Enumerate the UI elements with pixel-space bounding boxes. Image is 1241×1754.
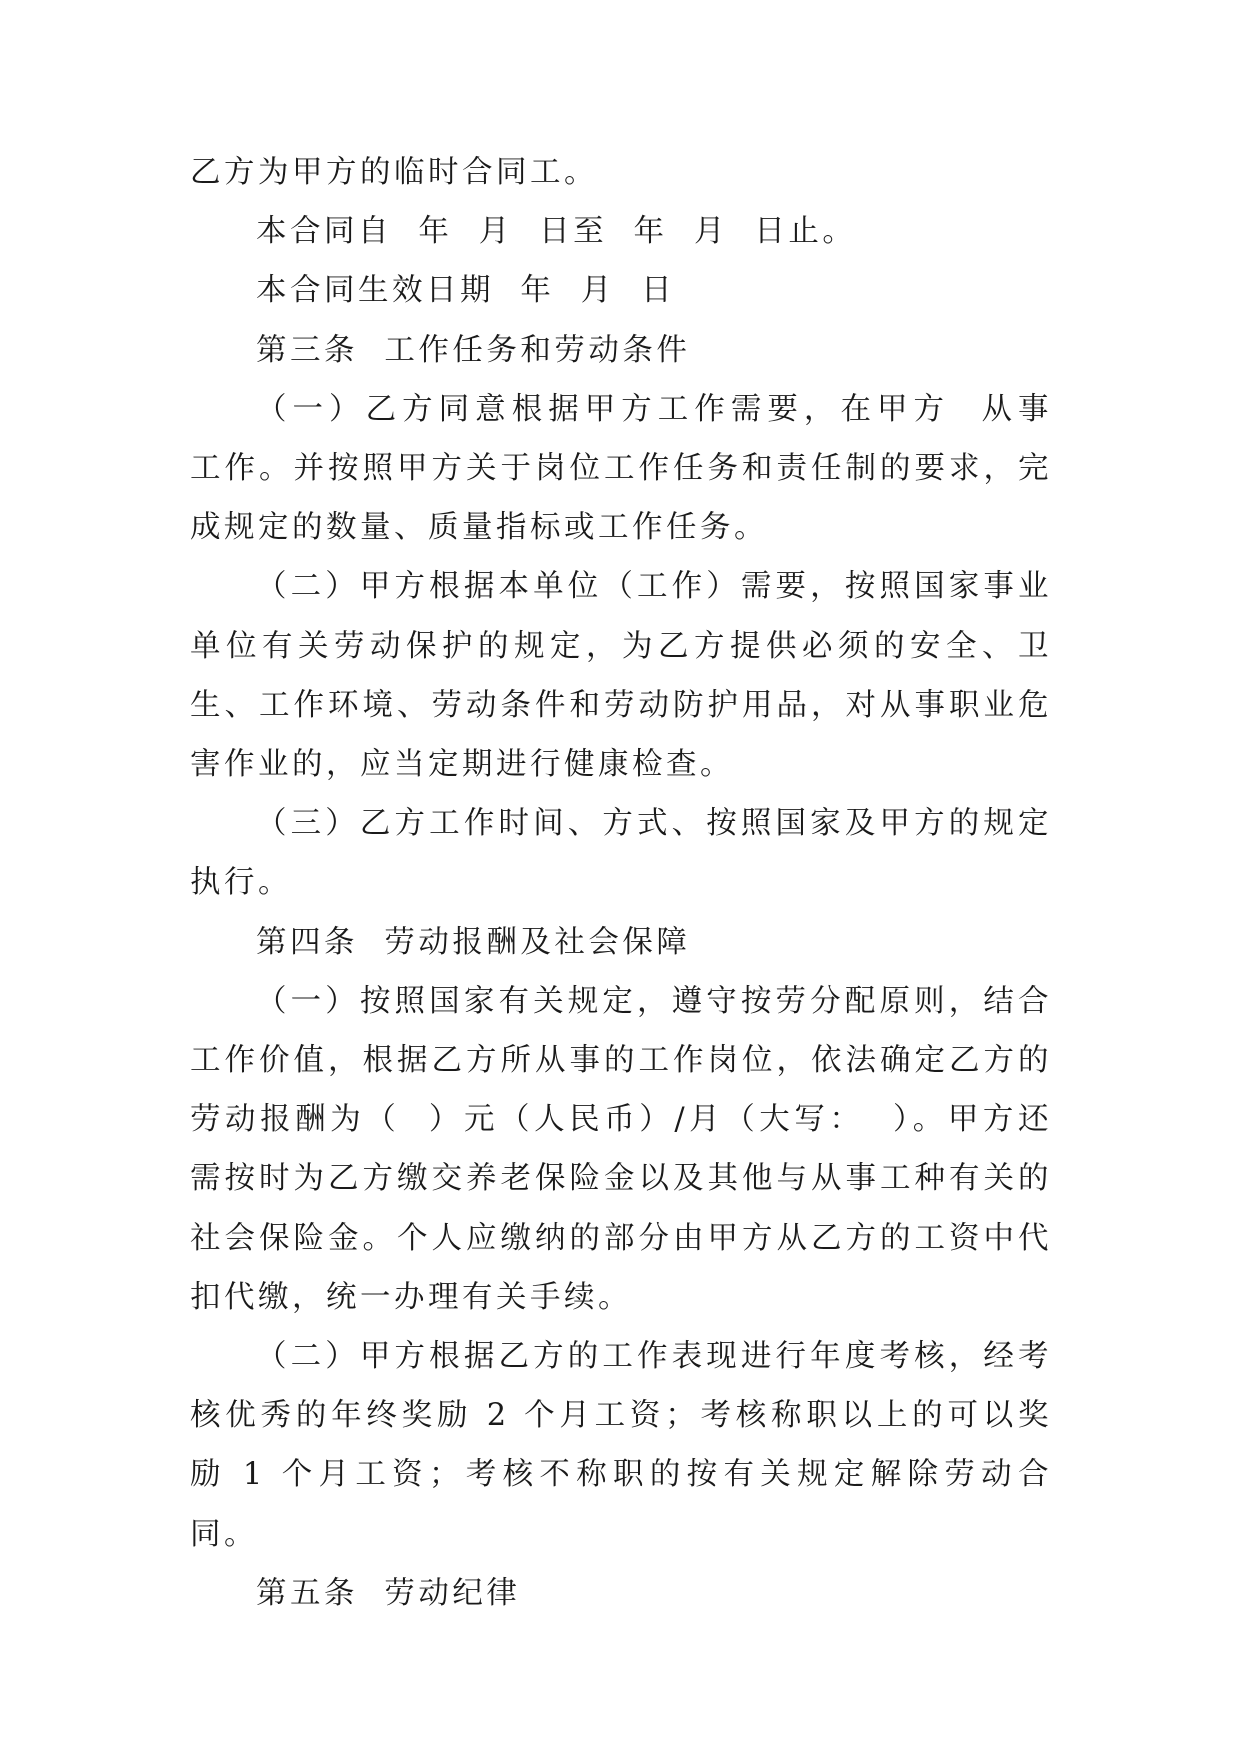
heading-article-4: 第四条 劳动报酬及社会保障 [256, 924, 691, 960]
paragraph-article-3-item-2: （二）甲方根据本单位（工作）需要，按照国家事业单位有关劳动保护的规定，为乙方提供必须的安全、卫生、工作环境、劳动条件和劳动防护用品，对从事职业危害作业的，应当定期进行健康检查。 [190, 569, 1052, 783]
paragraph-effective-date: 本合同生效日期 年 月 日 [256, 273, 676, 309]
paragraph-article-4-item-1: （一）按照国家有关规定，遵守按劳分配原则，结合工作价值，根据乙方所从事的工作岗位，依法确定乙方的劳动报酬为（ ）元（人民币）/月（大写： ）。甲方还需按时为乙方缴交养老保险金以及其他与从事工种有关的社会保险金。个人应缴纳的部分由甲方从乙方的工资中代扣代缴，统一办理有关手续。 [190, 983, 1052, 1315]
paragraph-article-3-item-1: （一）乙方同意根据甲方工作需要，在甲方 从事 工作。并按照甲方关于岗位工作任务和责任制的要求，完成规定的数量、质量指标或工作任务。 [190, 391, 1079, 546]
heading-article-3: 第三条 工作任务和劳动条件 [256, 332, 691, 368]
contract-body [190, 143, 1079, 1623]
paragraph-contract-type: 乙方为甲方的临时合同工。 [190, 155, 598, 190]
heading-article-5: 第五条 劳动纪律 [256, 1575, 521, 1611]
paragraph-article-4-item-2: （二）甲方根据乙方的工作表现进行年度考核，经考核优秀的年终奖励 2 个月工资；考核称职以上的可以奖励 1 个月工资；考核不称职的按有关规定解除劳动合同。 [190, 1339, 1052, 1552]
paragraph-contract-term: 本合同自 年 月 日至 年 月 日止。 [256, 214, 857, 250]
paragraph-article-3-item-3: （三）乙方工作时间、方式、按照国家及甲方的规定执行。 [190, 806, 1052, 901]
